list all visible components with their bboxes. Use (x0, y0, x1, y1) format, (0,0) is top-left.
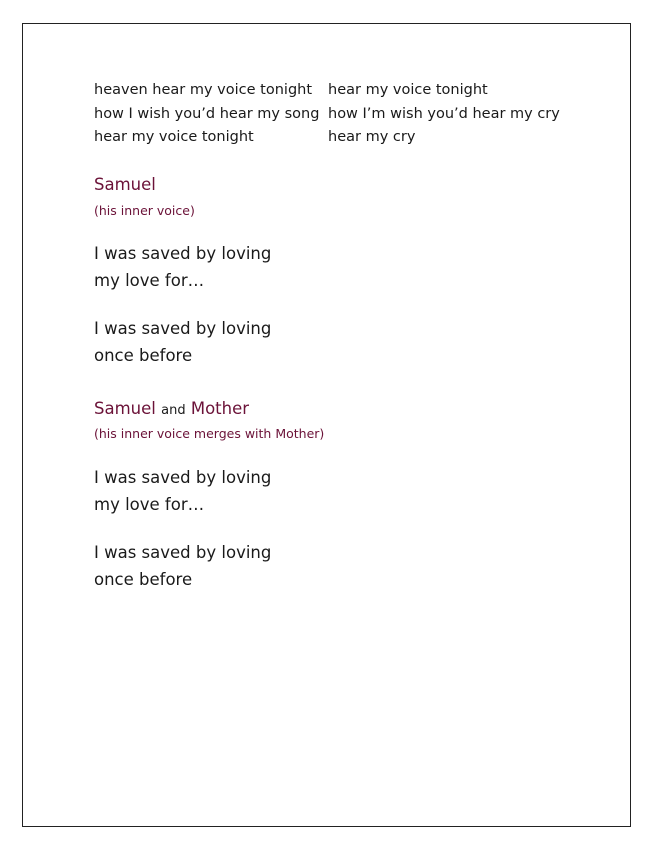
lyric-line: my love for… (94, 495, 205, 514)
script-page (22, 23, 631, 827)
lyric-line: how I’m wish you’d hear my cry (328, 105, 560, 122)
lyric-line: I was saved by loving (94, 468, 272, 487)
lyric-line: hear my cry (328, 129, 416, 145)
lyric-line: heaven hear my voice tonight (94, 82, 313, 98)
lyric-line: my love for… (94, 271, 205, 290)
lyric-stanza (94, 464, 271, 518)
lyric-line: I was saved by loving (94, 244, 272, 263)
lyric-stanza (94, 240, 271, 294)
stage-direction: (his inner voice merges with Mother) (94, 426, 325, 441)
speaker-conjunction: and (161, 403, 186, 418)
lyric-stanza (94, 539, 271, 593)
lyric-stanza (94, 315, 271, 369)
speaker-name: Mother (190, 399, 250, 418)
duet-lyrics (94, 79, 568, 150)
lyric-line: hear my voice tonight (328, 82, 488, 98)
lyric-line: I was saved by loving (94, 543, 272, 562)
lyric-line: how I wish you’d hear my song (94, 105, 320, 122)
lyric-line: once before (94, 346, 193, 365)
stage-direction: (his inner voice) (94, 203, 195, 218)
speaker-name: Samuel (94, 175, 156, 194)
duet-right-column (328, 79, 568, 150)
speaker-names (94, 399, 249, 418)
duet-left-column (94, 79, 328, 150)
lyric-line: hear my voice tonight (94, 129, 254, 145)
lyric-line: once before (94, 570, 193, 589)
speaker-name: Samuel (94, 399, 156, 418)
lyric-line: I was saved by loving (94, 319, 272, 338)
